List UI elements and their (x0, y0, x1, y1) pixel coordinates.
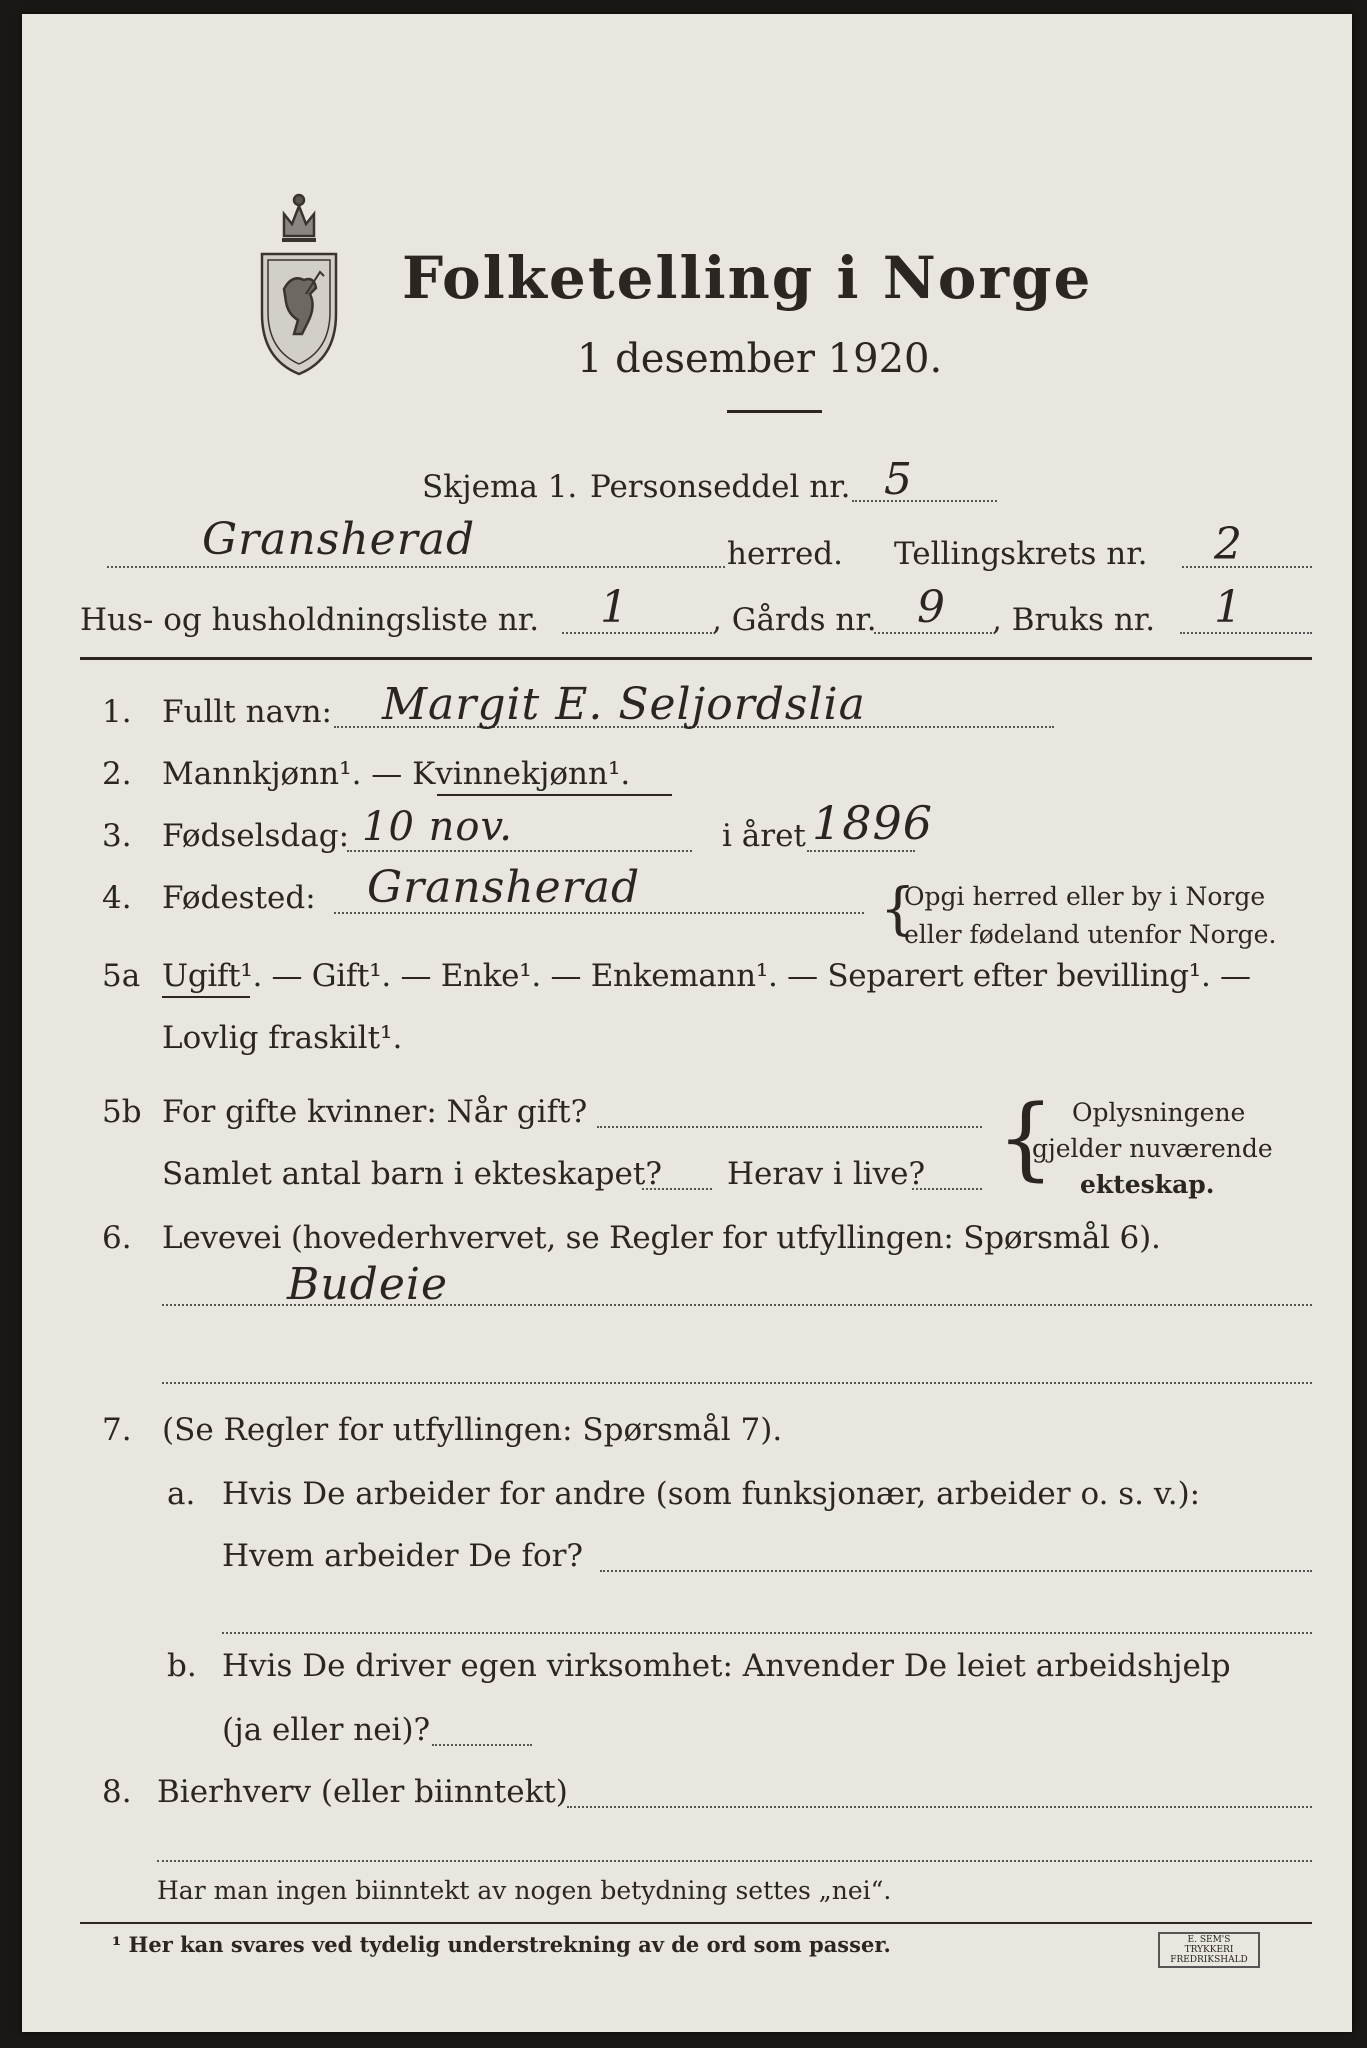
printer-stamp (1158, 1932, 1260, 1968)
q1-value: Margit E. Seljordslia (382, 679, 866, 730)
q7b-line2: (ja eller nei)? (222, 1712, 431, 1748)
form-date: 1 desember 1920. (577, 336, 943, 382)
tellingskrets-value: 2 (1214, 519, 1243, 570)
footnote: ¹ Her kan svares ved tydelig understrekning av de ord som passer. (112, 1932, 891, 1957)
q5b-live-line (912, 1188, 982, 1190)
q7b-line1: Hvis De driver egen virksomhet: Anvender De leiet arbeidshjelp (222, 1648, 1231, 1684)
q5b-note-line2: gjelder nuværende (1032, 1134, 1273, 1163)
q6-number: 6. (102, 1220, 132, 1256)
q7a-line (600, 1570, 1312, 1572)
q3-line (347, 850, 692, 852)
gards-label: , Gårds nr. (712, 602, 877, 638)
q8-line (567, 1806, 1312, 1808)
q3-label: Fødselsdag: (162, 818, 350, 854)
q7a-letter: a. (167, 1476, 196, 1512)
q3-number: 3. (102, 818, 132, 854)
q2-number: 2. (102, 756, 132, 792)
q5b-brace: { (997, 1086, 1055, 1191)
tellingskrets-label: Tellingskrets nr. (894, 536, 1148, 572)
q5a-line1: Ugift¹. — Gift¹. — Enke¹. — Enkemann¹. — Separert efter bevilling¹. — (162, 958, 1251, 994)
q8-label: Bierhverv (eller biinntekt) (157, 1774, 568, 1810)
q4-note-line2: eller fødeland utenfor Norge. (904, 920, 1277, 949)
title-underline (727, 410, 822, 413)
herred-label: herred. (727, 536, 843, 572)
printer-stamp-line1: E. SEM'S TRYKKERI (1184, 1935, 1234, 1955)
header-divider (80, 657, 1312, 660)
q4-brace: { (880, 877, 916, 942)
q8-number: 8. (102, 1774, 132, 1810)
q5b-line1: For gifte kvinner: Når gift? (162, 1094, 588, 1130)
q4-label: Fødested: (162, 880, 316, 916)
q2-label: Mannkjønn¹. — Kvinnekjønn¹. (162, 756, 631, 792)
q7b-letter: b. (167, 1648, 197, 1684)
bruks-label: , Bruks nr. (992, 602, 1156, 638)
bruks-value: 1 (1214, 582, 1243, 633)
q4-value: Gransherad (367, 862, 641, 913)
q1-number: 1. (102, 694, 132, 730)
q5b-note-line1: Oplysningene (1072, 1098, 1246, 1127)
gards-value: 9 (917, 582, 946, 633)
q6-value: Budeie (287, 1259, 448, 1310)
herred-line (107, 566, 725, 568)
q5a-ugift-underline (162, 996, 250, 998)
hus-value: 1 (600, 582, 629, 633)
bruks-line (1180, 632, 1312, 634)
q4-note-line1: Opgi herred eller by i Norge (904, 882, 1266, 911)
form-title: Folketelling i Norge (402, 244, 1093, 312)
q8-note: Har man ingen biinntekt av nogen betydning settes „nei“. (157, 1876, 892, 1905)
q3-year-line (807, 850, 915, 852)
q6-line2 (162, 1382, 1312, 1384)
q8-extra-line (157, 1860, 1312, 1862)
q7a-extra-line (222, 1632, 1312, 1634)
footer-divider (80, 1922, 1312, 1924)
q3-value: 10 nov. (362, 804, 514, 850)
hus-line (562, 632, 712, 634)
q7b-line (432, 1744, 532, 1746)
personseddel-label: Personseddel nr. (590, 469, 851, 505)
coat-of-arms-icon (244, 184, 354, 379)
q7a-line1: Hvis De arbeider for andre (som funksjonær, arbeider o. s. v.): (222, 1476, 1201, 1512)
q5b-line2b: Herav i live? (727, 1156, 926, 1192)
q5b-naar-gift-line (597, 1126, 982, 1128)
census-form-page (22, 14, 1352, 2032)
q7-label: (Se Regler for utfyllingen: Spørsmål 7). (162, 1412, 783, 1448)
q3-year-label: i året (722, 818, 806, 854)
q6-label: Levevei (hovederhvervet, se Regler for utfyllingen: Spørsmål 6). (162, 1220, 1161, 1256)
q2-kvinnekjonn-underline (437, 794, 672, 796)
q3-year-value: 1896 (812, 796, 934, 850)
tellingskrets-line (1182, 566, 1312, 568)
personseddel-line (852, 500, 997, 502)
q1-label: Fullt navn: (162, 694, 332, 730)
printer-stamp-line2: FREDRIKSHALD (1170, 1955, 1248, 1965)
q7a-line2: Hvem arbeider De for? (222, 1538, 584, 1574)
herred-value: Gransherad (202, 514, 476, 565)
q5a-line2: Lovlig fraskilt¹. (162, 1020, 403, 1056)
q5b-line2a: Samlet antal barn i ekteskapet? (162, 1156, 662, 1192)
q5a-number: 5a (102, 958, 141, 994)
q5b-barn-line (642, 1188, 712, 1190)
q5b-number: 5b (102, 1094, 142, 1130)
q5b-note-line3: ekteskap. (1080, 1170, 1215, 1199)
skjema-label: Skjema 1. (422, 469, 578, 505)
q7-number: 7. (102, 1412, 132, 1448)
personseddel-value: 5 (884, 454, 913, 505)
hus-label: Hus- og husholdningsliste nr. (80, 602, 540, 638)
q4-number: 4. (102, 880, 132, 916)
